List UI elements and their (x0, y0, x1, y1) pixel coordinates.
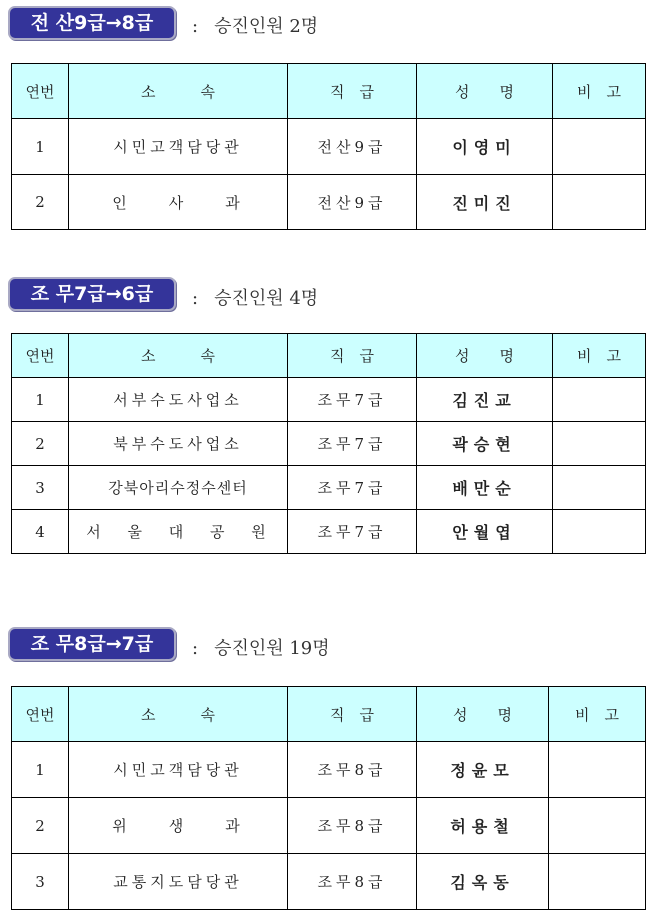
table-row (12, 742, 646, 798)
row-grade: 조무7급 (288, 466, 417, 510)
row-name: 김진교 (417, 378, 553, 422)
table-row (12, 466, 646, 510)
row-grade: 조무8급 (288, 854, 417, 910)
header-no: 연번 (12, 334, 69, 378)
row-name: 김옥동 (417, 854, 549, 910)
table-row (12, 175, 646, 230)
row-no: 3 (12, 854, 69, 910)
promotion-badge: 조 무7급→6급 (8, 277, 176, 311)
table-row (12, 510, 646, 554)
promotion-table (11, 686, 646, 910)
header-name: 성 명 (417, 334, 553, 378)
count-colon: : (192, 638, 199, 659)
header-no: 연번 (12, 687, 69, 742)
table-header-row (12, 687, 646, 742)
row-grade: 조무7급 (288, 510, 417, 554)
promotion-count (192, 634, 330, 660)
row-name: 허용철 (417, 798, 549, 854)
table-row (12, 378, 646, 422)
header-dept: 소 속 (69, 64, 288, 119)
row-grade: 전산9급 (288, 175, 417, 230)
row-dept: 서 울 대 공 원 (69, 510, 288, 554)
count-text: 승진인원 19명 (214, 638, 330, 659)
row-no: 1 (12, 378, 69, 422)
row-name: 정윤모 (417, 742, 549, 798)
promotion-table (11, 333, 646, 554)
row-note (553, 422, 646, 466)
row-grade: 전산9급 (288, 119, 417, 175)
row-note (553, 510, 646, 554)
table-row (12, 119, 646, 175)
row-dept: 시민고객담당관 (69, 742, 288, 798)
count-text: 승진인원 4명 (214, 288, 319, 309)
row-name: 진미진 (417, 175, 553, 230)
header-note: 비 고 (553, 64, 646, 119)
table-row (12, 422, 646, 466)
header-no: 연번 (12, 64, 69, 119)
row-note (549, 742, 646, 798)
row-note (553, 175, 646, 230)
row-grade: 조무7급 (288, 378, 417, 422)
row-no: 4 (12, 510, 69, 554)
row-note (553, 378, 646, 422)
row-dept: 위 생 과 (69, 798, 288, 854)
count-colon: : (192, 16, 199, 37)
promotion-count (192, 284, 318, 310)
row-grade: 조무8급 (288, 798, 417, 854)
header-dept: 소 속 (69, 334, 288, 378)
promotion-badge: 전 산9급→8급 (8, 6, 176, 40)
header-grade: 직 급 (288, 687, 417, 742)
row-dept: 인 사 과 (69, 175, 288, 230)
row-no: 3 (12, 466, 69, 510)
row-no: 2 (12, 422, 69, 466)
table-row (12, 798, 646, 854)
promotion-count (192, 12, 318, 38)
row-note (549, 798, 646, 854)
row-no: 2 (12, 175, 69, 230)
row-dept: 교통지도담당관 (69, 854, 288, 910)
row-no: 1 (12, 119, 69, 175)
header-name: 성 명 (417, 64, 553, 119)
header-grade: 직 급 (288, 64, 417, 119)
table-header-row (12, 334, 646, 378)
count-colon: : (192, 288, 199, 309)
row-dept: 북부수도사업소 (69, 422, 288, 466)
row-name: 배만순 (417, 466, 553, 510)
count-text: 승진인원 2명 (214, 16, 319, 37)
header-note: 비 고 (553, 334, 646, 378)
row-dept: 서부수도사업소 (69, 378, 288, 422)
promotion-badge: 조 무8급→7급 (8, 627, 176, 661)
row-dept: 시민고객담당관 (69, 119, 288, 175)
row-grade: 조무7급 (288, 422, 417, 466)
promotion-table (11, 63, 646, 230)
row-no: 2 (12, 798, 69, 854)
row-note (553, 119, 646, 175)
row-no: 1 (12, 742, 69, 798)
row-note (553, 466, 646, 510)
header-note: 비 고 (549, 687, 646, 742)
header-dept: 소 속 (69, 687, 288, 742)
row-name: 이영미 (417, 119, 553, 175)
table-header-row (12, 64, 646, 119)
header-name: 성 명 (417, 687, 549, 742)
header-grade: 직 급 (288, 334, 417, 378)
table-row (12, 854, 646, 910)
row-name: 곽승현 (417, 422, 553, 466)
row-dept: 강북아리수정수센터 (69, 466, 288, 510)
row-grade: 조무8급 (288, 742, 417, 798)
row-note (549, 854, 646, 910)
row-name: 안월엽 (417, 510, 553, 554)
